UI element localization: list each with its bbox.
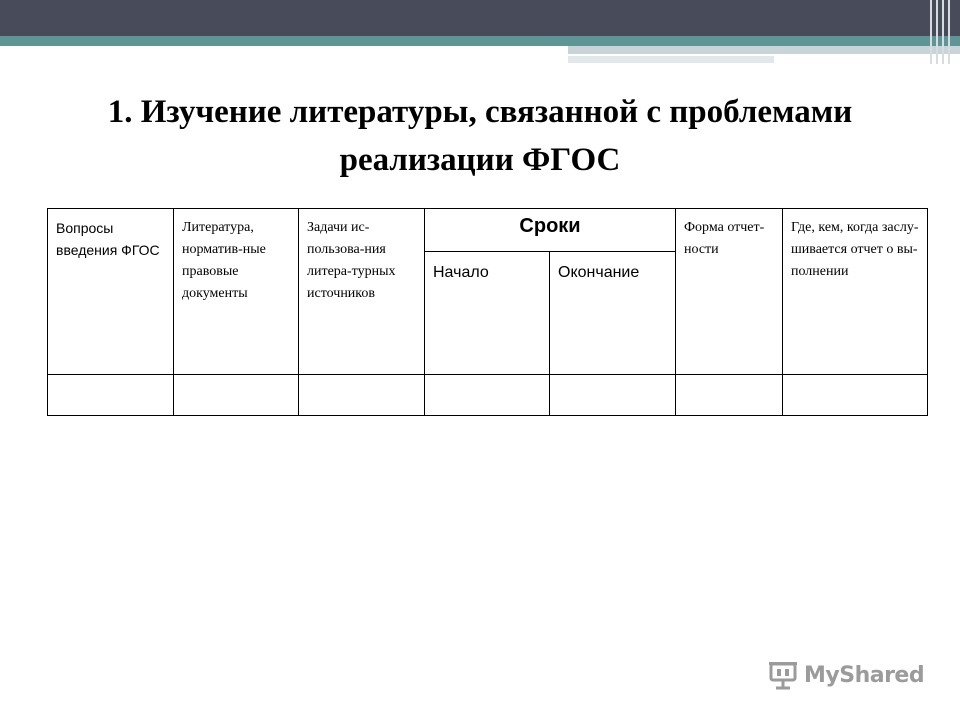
header-cell-report-form: Форма отчет-ности xyxy=(676,209,783,375)
table-cell[interactable] xyxy=(299,375,425,416)
table-header-row xyxy=(48,209,928,252)
top-header-bar xyxy=(0,0,960,36)
top-accent-line xyxy=(568,46,960,54)
table-cell[interactable] xyxy=(676,375,783,416)
top-accent-band xyxy=(0,36,960,46)
header-cell-deadlines: Сроки xyxy=(425,209,676,252)
header-cell-end: Окончание xyxy=(550,252,676,375)
presentation-board-icon xyxy=(768,660,798,690)
edge-stripe xyxy=(948,0,950,64)
table-cell[interactable] xyxy=(425,375,550,416)
edge-stripe xyxy=(936,0,938,64)
header-cell-questions: Вопросы введения ФГОС xyxy=(48,209,174,375)
table-row xyxy=(48,375,928,416)
table-cell[interactable] xyxy=(174,375,299,416)
edge-stripe xyxy=(942,0,944,64)
header-cell-tasks: Задачи ис-пользова-ния литера-турных источников xyxy=(299,209,425,375)
slide-title: 1. Изучение литературы, связанной с проблемами реализации ФГОС xyxy=(107,94,853,178)
watermark-logo xyxy=(768,657,928,693)
table-cell[interactable] xyxy=(550,375,676,416)
table-cell[interactable] xyxy=(48,375,174,416)
table-cell[interactable] xyxy=(783,375,928,416)
plan-table xyxy=(47,208,928,416)
header-cell-start: Начало xyxy=(425,252,550,375)
top-accent-line-secondary xyxy=(568,56,774,63)
watermark-text: MyShared xyxy=(804,662,925,688)
header-cell-report-hearing: Где, кем, когда заслу-шивается отчет о вы-полнении xyxy=(783,209,928,375)
header-cell-literature: Литература, норматив-ные правовые документы xyxy=(174,209,299,375)
edge-stripe xyxy=(930,0,932,64)
